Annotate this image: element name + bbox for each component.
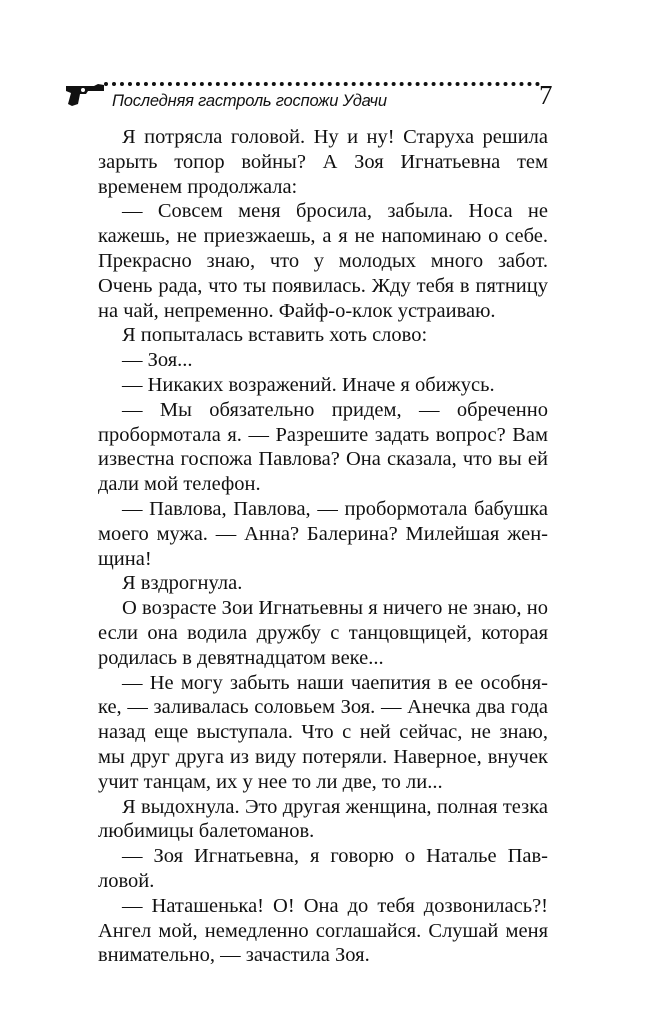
body-text	[98, 125, 548, 968]
paragraph: Я попыталась вставить хоть слово:	[122, 324, 428, 347]
paragraph: — Зоя...	[122, 349, 193, 372]
running-title: Последняя гастроль госпожи Удачи	[112, 92, 387, 110]
paragraph: — Никаких возражений. Иначе я обижусь.	[122, 373, 495, 396]
revolver-icon	[64, 82, 106, 108]
header-dotted-rule	[104, 82, 540, 86]
page-number: 7	[539, 80, 553, 110]
paragraph: Я вздрогнула.	[122, 572, 243, 595]
running-header	[64, 80, 564, 120]
paragraph: — Не могу забыть наши чаепития в ее особняке, — заливалась соловьем Зоя. — Анечка два года назад еще выступала. Что с ней сейчас, не знаю, мы друг друга из виду потеряли. Наверное, внучек учит танцам, их у нее то ли две, то ли...	[98, 671, 548, 793]
paragraph: Я потрясла головой. Ну и ну! Старуха решила зарыть топор войны? А Зоя Игнатьевна тем временем продолжала:	[98, 126, 548, 198]
paragraph: О возрасте Зои Игнатьевны я ничего не знаю, но если она водила дружбу с танцовщицей, которая родилась в девятнадцатом веке...	[98, 597, 548, 669]
paragraph: — Зоя Игнатьевна, я говорю о Наталье Павловой.	[98, 845, 548, 892]
paragraph: — Мы обязательно придем, — обреченно пробормотала я. — Разрешите задать вопрос? Вам известна госпожа Павлова? Она сказала, что вы ей дали мой телефон.	[98, 398, 548, 496]
paragraph: Я выдохнула. Это другая женщина, полная тезка любимицы балетоманов.	[98, 795, 548, 843]
paragraph: — Павлова, Павлова, — пробормотала бабушка моего мужа. — Анна? Балерина? Милейшая женщина!	[98, 497, 548, 570]
paragraph: — Наташенька! О! Она до тебя дозвонилась?! Ангел мой, немедленно соглашайся. Слушай меня внимательно, — зачастила Зоя.	[98, 894, 548, 967]
paragraph: — Совсем меня бросила, забыла. Носа не кажешь, не приезжаешь, а я не напоминаю о себе. Прекрасно знаю, что у молодых много забот. Очень рада, что ты появилась. Жду тебя в пятницу на чай, непременно. Файф-о-клок устраиваю.	[98, 200, 548, 322]
